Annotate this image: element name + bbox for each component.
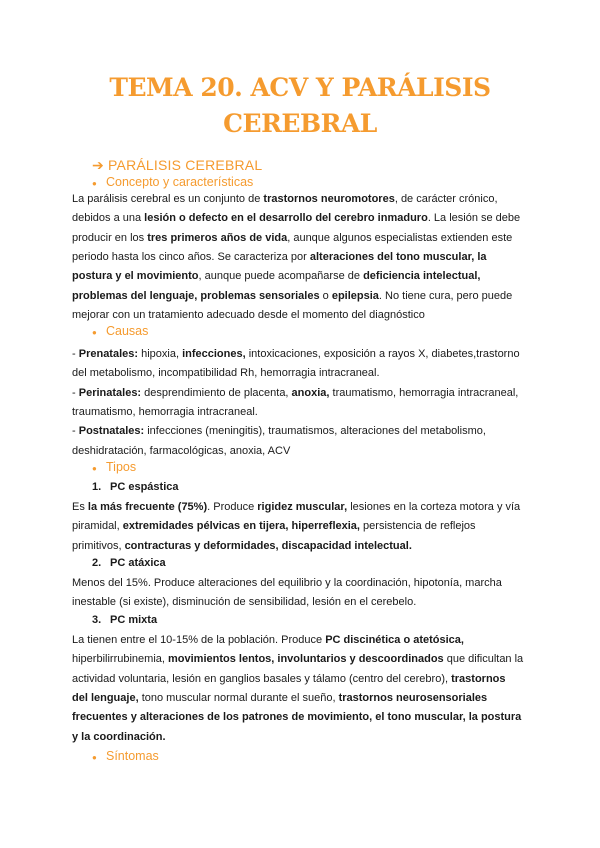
text-run: o	[319, 289, 332, 302]
tipo-heading-label: PC espástica	[110, 481, 179, 493]
text-run: -	[72, 348, 79, 360]
bullet-icon: ●	[92, 179, 97, 188]
text-run: actividad voluntaria, lesión en ganglios basales y tálamo (centro del cerebro),	[72, 672, 452, 685]
bold-text: PC discinética o atetósica,	[325, 634, 464, 646]
list-number: 1.	[92, 481, 102, 493]
bold-text: infecciones,	[182, 348, 246, 360]
title-line-2: CEREBRAL	[223, 109, 377, 138]
text-run: Es	[72, 501, 88, 513]
text-line	[72, 211, 542, 225]
text-line	[72, 289, 542, 303]
subheading-concepto	[92, 175, 253, 189]
subheading-label: Tipos	[106, 460, 137, 474]
text-run: deshidratación, farmacológicas, anoxia, ACV	[72, 444, 291, 457]
text-run: producir en los	[72, 231, 148, 244]
bold-text: extremidades pélvicas en tijera, hiperreflexia,	[122, 520, 360, 533]
text-line	[72, 386, 542, 400]
bold-text: la más frecuente (75%)	[87, 501, 208, 513]
text-run: lesiones en la corteza motora y vía	[347, 501, 521, 513]
bold-text: deficiencia intelectual,	[363, 270, 481, 283]
text-line	[72, 405, 542, 419]
text-run: La parálisis cerebral es un conjunto de	[72, 193, 264, 205]
text-run: tono muscular normal durante el sueño,	[138, 691, 339, 704]
text-line	[72, 595, 542, 609]
text-line	[72, 672, 542, 686]
bold-text: frecuentes y alteraciones de los patrones de movimiento, el tono muscular, la postura	[72, 711, 522, 724]
text-run: . Produce	[207, 501, 258, 513]
text-line	[72, 500, 542, 514]
bold-text: tres primeros años de vida	[147, 231, 288, 244]
bold-text: trastornos neurosensoriales	[338, 691, 488, 704]
tipo-heading-label: PC mixta	[110, 614, 158, 626]
text-run: intoxicaciones, exposición a rayos X, diabetes,trastorno	[245, 348, 520, 360]
text-run: desprendimiento de placenta,	[141, 386, 292, 399]
text-run: piramidal,	[72, 520, 123, 533]
text-line	[72, 539, 542, 553]
text-line	[72, 250, 542, 264]
text-run: -	[72, 386, 79, 399]
text-line	[72, 192, 542, 206]
list-number: 2.	[92, 557, 102, 569]
bold-text: trastornos neuromotores	[263, 193, 395, 205]
text-line	[72, 691, 542, 705]
text-run: inestable (si existe), disminución de sensibilidad, lesión en el cerebelo.	[72, 596, 417, 609]
text-run: , aunque puede acompañarse de	[198, 270, 364, 283]
text-run: Menos del 15%. Produce alteraciones del equilibrio y la coordinación, hipotonía, marcha	[72, 577, 502, 589]
bold-text: movimientos lentos, involuntarios y descoordinados	[168, 653, 444, 666]
text-line	[72, 576, 542, 590]
text-run: infecciones (meningitis), traumatismos, alteraciones del metabolismo,	[144, 425, 486, 438]
bold-text: contracturas y deformidades, discapacidad intelectual.	[124, 539, 412, 552]
text-run: del metabolismo, incompatibilidad Rh, hemorragia intracraneal.	[72, 367, 380, 380]
bold-text: anoxia,	[291, 386, 330, 399]
arrow-icon: ➔	[92, 157, 104, 173]
text-line	[72, 269, 542, 283]
bold-text: alteraciones del tono muscular, la	[309, 250, 487, 263]
text-run: que dificultan la	[443, 653, 524, 666]
text-run: traumatismo, hemorragia intracraneal,	[329, 386, 519, 399]
section-heading	[92, 157, 262, 174]
text-run: . No tiene cura, pero puede	[378, 289, 513, 302]
text-line	[72, 633, 542, 647]
list-number: 3.	[92, 614, 102, 626]
text-line	[72, 231, 542, 245]
text-line	[72, 710, 542, 724]
page-title	[0, 70, 600, 142]
bullet-icon: ●	[92, 464, 97, 473]
bold-text: y la coordinación.	[72, 730, 166, 743]
text-run: periodo hasta los cinco años. Se caracteriza por	[72, 250, 310, 263]
text-line	[72, 652, 542, 666]
bold-text: Perinatales:	[78, 386, 142, 399]
bold-text: del lenguaje,	[72, 691, 139, 704]
bullet-icon: ●	[92, 753, 97, 762]
text-run: , aunque algunos especialistas extienden este	[287, 231, 513, 244]
subheading-label: Causas	[106, 324, 149, 338]
text-run: debidos a una	[72, 212, 145, 225]
text-line	[72, 347, 542, 361]
text-run: La tienen entre el 10-15% de la población. Produce	[72, 634, 326, 646]
bold-text: Prenatales:	[78, 348, 139, 360]
text-run: -	[72, 425, 79, 438]
text-run: , de carácter crónico,	[394, 193, 498, 205]
text-line	[72, 730, 542, 744]
tipo-heading-2	[92, 557, 166, 569]
text-run: hipoxia,	[138, 348, 183, 360]
text-line	[72, 519, 542, 533]
text-line	[72, 308, 542, 322]
text-run: primitivos,	[72, 539, 125, 552]
tipo-heading-label: PC atáxica	[110, 557, 166, 569]
subheading-tipos	[92, 460, 136, 474]
bold-text: rigidez muscular,	[257, 501, 348, 513]
text-line	[72, 444, 542, 458]
bold-text: lesión o defecto en el desarrollo del cerebro inmaduro	[144, 212, 428, 225]
bold-text: problemas del lenguaje, problemas sensoriales	[72, 289, 320, 302]
section-heading-label: PARÁLISIS CEREBRAL	[108, 157, 263, 173]
bold-text: postura y el movimiento	[72, 270, 199, 283]
bold-text: trastornos	[451, 672, 506, 685]
text-line	[72, 366, 542, 380]
text-run: mejorar con un tratamiento adecuado desde el momento del diagnóstico	[72, 308, 425, 321]
title-line-1: TEMA 20. ACV Y PARÁLISIS	[109, 73, 491, 102]
bullet-icon: ●	[92, 328, 97, 337]
bold-text: Postnatales:	[78, 425, 145, 438]
text-line	[72, 424, 542, 438]
text-run: . La lesión se debe	[427, 212, 521, 225]
subheading-label: Concepto y características	[106, 175, 254, 189]
tipo-heading-3	[92, 614, 157, 626]
text-run: persistencia de reflejos	[359, 520, 476, 533]
text-run: hiperbilirrubinemia,	[72, 653, 168, 666]
subheading-label: Síntomas	[106, 749, 159, 763]
bold-text: epilepsia	[331, 289, 379, 302]
subheading-sintomas	[92, 749, 159, 763]
tipo-heading-1	[92, 481, 178, 493]
text-run: traumatismo, hemorragia intracraneal.	[72, 405, 258, 418]
subheading-causas	[92, 324, 148, 338]
